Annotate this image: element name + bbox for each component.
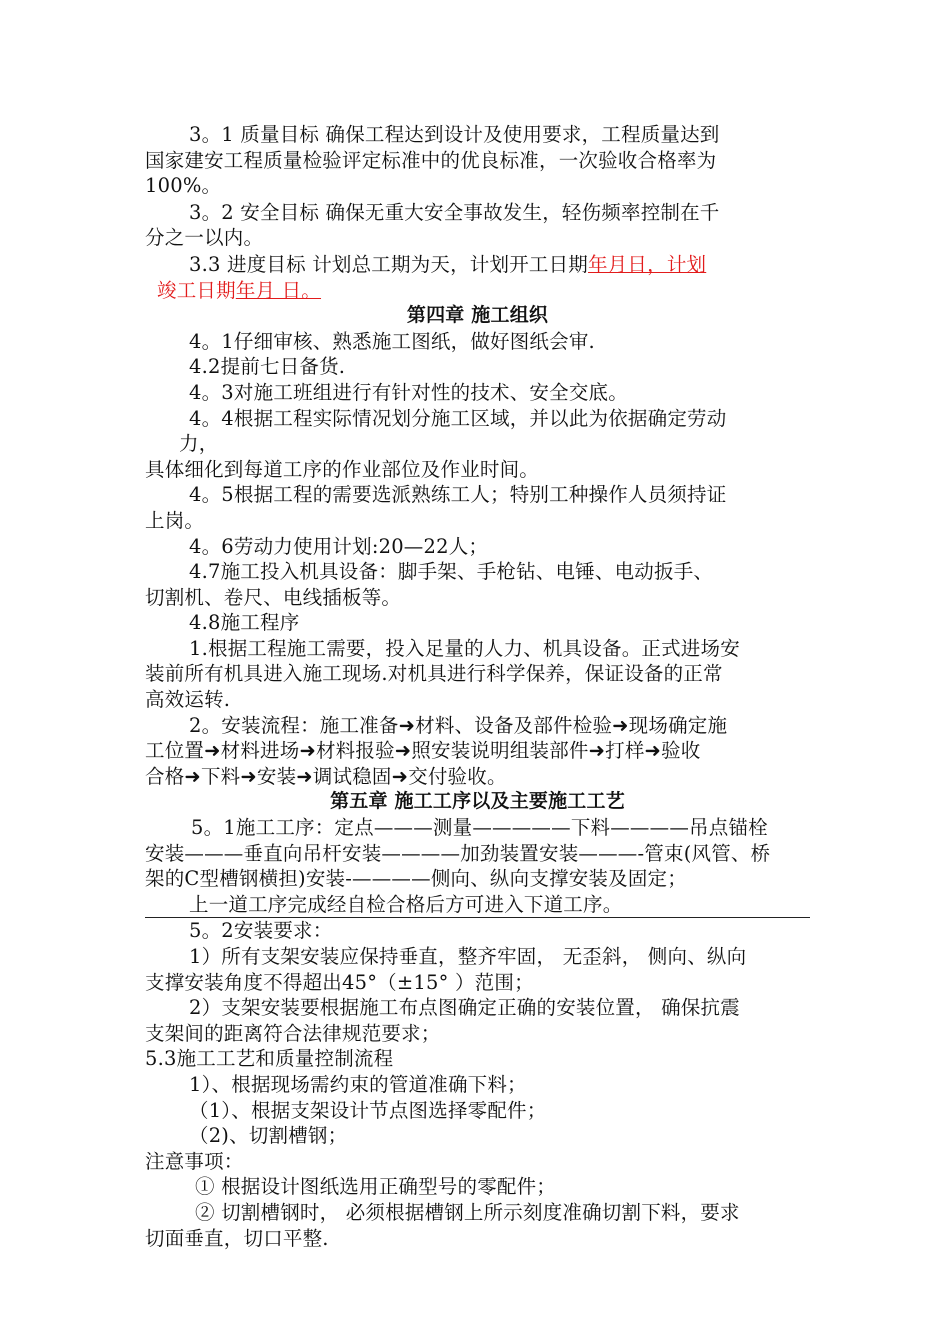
safety-goal-line-1: 3。2 安全目标 确保无重大安全事故发生，轻伤频率控制在千 <box>189 200 720 224</box>
quality-goal-line-1: 3。1 质量目标 确保工程达到设计及使用要求，工程质量达到 <box>189 123 720 146</box>
chapter-4-title: 第四章 施工组织 <box>406 304 549 327</box>
ch5-item-5-3: 5.3施工工艺和质量控制流程 <box>145 1047 394 1071</box>
ch4-item-4-1: 4。1仔细审核、熟悉施工图纸，做好图纸会审. <box>189 329 595 353</box>
ch5-process-substep-1: （1）、根据支架设计节点图选择零配件； <box>189 1098 547 1122</box>
document-page <box>145 122 810 1251</box>
ch4-procedure-1-line-2: 装前所有机具进入施工现场.对机具进行科学保养，保证设备的正常 <box>145 662 723 686</box>
ch5-item-5-1-line-3: 架的C型槽钢横担)安装-————侧向、纵向支撑安装及固定； <box>145 867 687 891</box>
ch4-item-4-6: 4。6劳动力使用计划:20—22人； <box>189 534 489 558</box>
ch4-item-4-7-line-1: 4.7施工投入机具设备：脚手架、手枪钻、电锤、电动扳手、 <box>189 560 714 584</box>
ch5-requirement-2-line-2: 支架间的距离符合法律规范要求； <box>145 1021 441 1045</box>
ch5-requirement-1-line-2: 支撑安装角度不得超出45°（±15° ）范围； <box>145 970 534 994</box>
ch5-requirement-1-line-1: 1）所有支架安装应保持垂直，整齐牢固， 无歪斜， 侧向、纵向 <box>189 945 747 968</box>
ch4-item-4-3: 4。3对施工班组进行有针对性的技术、安全交底。 <box>189 380 628 404</box>
schedule-start-date-placeholder: 年月日，计划 <box>588 252 707 276</box>
ch5-requirement-2-line-1: 2）支架安装要根据施工布点图确定正确的安装位置， 确保抗震 <box>189 996 740 1020</box>
schedule-goal-line-1 <box>145 252 810 278</box>
schedule-finish-date-placeholder: 年月 日。 <box>235 278 322 302</box>
notes-heading: 注意事项： <box>145 1149 244 1173</box>
ch4-item-4-4-line-2: 力， <box>179 432 219 456</box>
ch4-procedure-2-line-1: 2。安装流程：施工准备➜材料、设备及部件检验➜现场确定施 <box>189 713 728 737</box>
ch4-procedure-2-line-3: 合格➜下料➜安装➜调试稳固➜交付验收。 <box>145 764 507 788</box>
ch5-item-5-1-line-4: 上一道工序完成经自检合格后方可进入下道工序。 <box>145 892 810 919</box>
note-1: ① 根据设计图纸选用正确型号的零配件； <box>195 1175 556 1199</box>
ch5-process-step-1: 1）、根据现场需约束的管道准确下料； <box>189 1072 527 1096</box>
schedule-finish-label: 竣工日期 <box>157 278 236 302</box>
schedule-goal-line-2 <box>145 278 810 304</box>
quality-goal-line-2: 国家建安工程质量检验评定标准中的优良标准，一次验收合格率为 <box>145 148 717 172</box>
ch4-procedure-1-line-3: 高效运转. <box>145 688 231 712</box>
ch4-item-4-4-line-1: 4。4根据工程实际情况划分施工区域，并以此为依据确定劳动 <box>189 406 727 430</box>
ch4-item-4-4-line-3: 具体细化到每道工序的作业部位及作业时间。 <box>145 457 540 481</box>
chapter-5-title: 第五章 施工工序以及主要施工工艺 <box>330 790 625 813</box>
ch5-item-5-2: 5。2安装要求： <box>189 919 333 943</box>
safety-goal-line-2: 分之一以内。 <box>145 226 264 250</box>
ch4-procedure-1-line-1: 1.根据工程施工需要，投入足量的人力、机具设备。正式进场安 <box>189 636 740 660</box>
ch5-process-substep-2: （2)、切割槽钢； <box>189 1124 348 1148</box>
ch5-item-5-1-line-1: 5。1施工工序：定点———测量—————下料————吊点锚栓 <box>191 816 768 840</box>
note-2-line-2: 切面垂直，切口平整. <box>145 1226 329 1250</box>
ch4-item-4-8: 4.8施工程序 <box>189 611 300 635</box>
ch4-item-4-2: 4.2提前七日备货. <box>189 355 346 379</box>
note-2-line-1: ② 切割槽钢时， 必须根据槽钢上所示刻度准确切割下料，要求 <box>195 1200 740 1224</box>
ch4-item-4-7-line-2: 切割机、卷尺、电线插板等。 <box>145 585 402 609</box>
ch4-procedure-2-line-2: 工位置➜材料进场➜材料报验➜照安装说明组装部件➜打样➜验收 <box>145 739 701 763</box>
schedule-goal-text: 3.3 进度目标 计划总工期为天，计划开工日期 <box>189 252 589 276</box>
ch5-item-5-1-line-2: 安装———垂直向吊杆安装————加劲装置安装———-管束(风管、桥 <box>145 841 771 865</box>
quality-goal-line-3: 100%。 <box>145 174 222 198</box>
ch4-item-4-5-line-1: 4。5根据工程的需要选派熟练工人；特别工种操作人员须持证 <box>189 483 727 507</box>
ch4-item-4-5-line-2: 上岗。 <box>145 508 205 532</box>
